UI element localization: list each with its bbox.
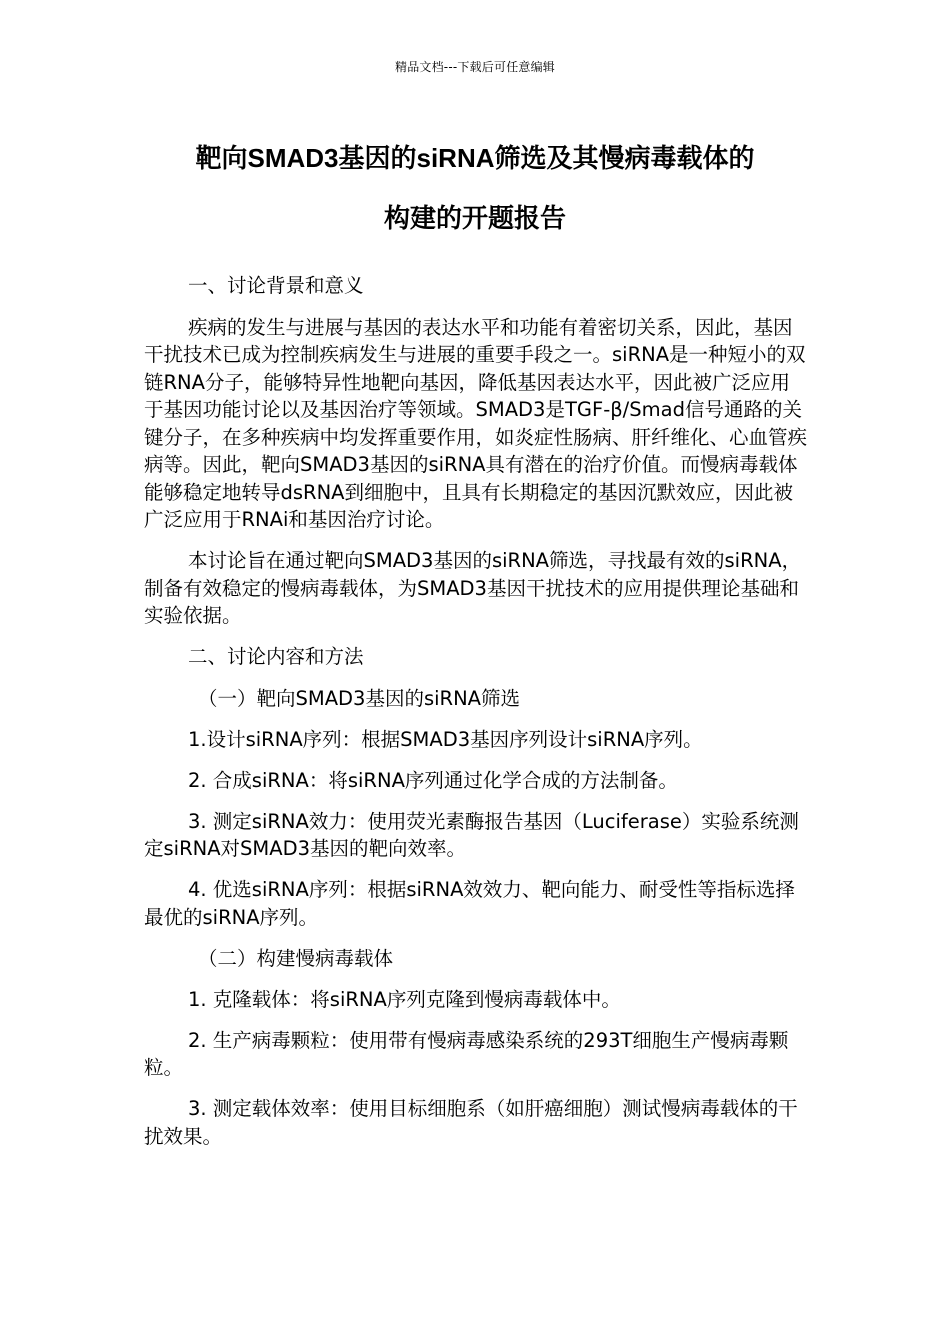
header-note: 精品文档---下载后可任意编辑 [395,60,555,74]
list-item: 4. 优选siRNA序列：根据siRNA效效力、靶向能力、耐受性等指标选择最优的siRNA序列。 [144,878,795,929]
subsection-heading: （二）构建慢病毒载体 [198,946,394,970]
list-item: 1. 克隆载体：将siRNA序列克隆到慢病毒载体中。 [188,987,621,1011]
section-heading: 一、讨论背景和意义 [188,274,364,297]
list-item: 1.设计siRNA序列：根据SMAD3基因序列设计siRNA序列。 [188,727,703,751]
list-item: 3. 测定siRNA效力：使用荧光素酶报告基因（Luciferase）实验系统测定siRNA对SMAD3基因的靶向效率。 [144,809,799,860]
section-heading: 二、讨论内容和方法 [188,645,364,668]
document-title-line-1: 靶向SMAD3基因的siRNA筛选及其慢病毒载体的 [195,143,755,173]
document-title-line-2: 构建的开题报告 [383,203,566,233]
paragraph: 疾病的发生与进展与基因的表达水平和功能有着密切关系，因此，基因干扰技术已成为控制疾病发生与进展的重要手段之一。siRNA是一种短小的双链RNA分子，能够特异性地靶向基因，降低基因表达水平，因此被广泛应用于基因功能讨论以及基因治疗等领域。SMAD3是TGF-β/Smad信号通路的关键分子，在多种疾病中均发挥重要作用，如炎症性肠病、肝纤维化、心血管疾病等。因此，靶向SMAD3基因的siRNA具有潜在的治疗价值。而慢病毒载体能够稳定地转导dsRNA到细胞中，且具有长期稳定的基因沉默效应，因此被广泛应用于RNAi和基因治疗讨论。 [144,315,808,531]
subsection-heading: （一）靶向SMAD3基因的siRNA筛选 [198,686,521,710]
list-item: 2. 合成siRNA：将siRNA序列通过化学合成的方法制备。 [188,768,678,792]
document-body [144,272,808,1164]
list-item: 2. 生产病毒颗粒：使用带有慢病毒感染系统的293T细胞生产慢病毒颗粒。 [144,1028,789,1079]
paragraph: 本讨论旨在通过靶向SMAD3基因的siRNA筛选，寻找最有效的siRNA，制备有效稳定的慢病毒载体，为SMAD3基因干扰技术的应用提供理论基础和实验依据。 [144,549,802,627]
list-item: 3. 测定载体效率：使用目标细胞系（如肝癌细胞）测试慢病毒载体的干扰效果。 [144,1097,798,1148]
